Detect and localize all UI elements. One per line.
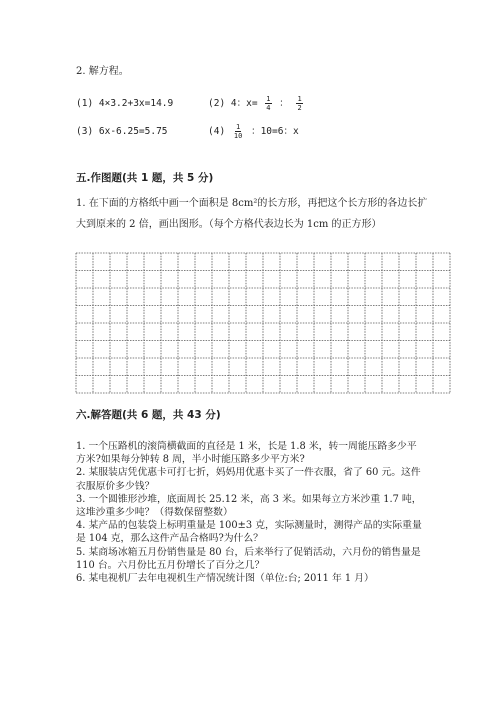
- question-line: 2. 某服装店凭优惠卡可打七折，妈妈用优惠卡买了一件衣服，省了 60 元。这件: [76, 467, 421, 479]
- fraction-1-10: [233, 123, 243, 140]
- equation-4-suffix: ：10=6：x: [251, 126, 299, 137]
- equation-2: [208, 95, 305, 112]
- question-line: 衣服原价多少钱？: [76, 480, 155, 492]
- question-line: 方米?如果每分钟转 8 周，半小时能压路多少平方米?: [76, 454, 305, 466]
- question-line: 4. 某产品的包装袋上标明重量是 100±3 克，实际测量时，测得产品的实际重量: [76, 520, 422, 532]
- question-line: 这堆沙重多少吨？（得数保留整数）: [76, 507, 233, 519]
- question-line: 是 104 克，那么这件产品合格吗?为什么？: [76, 533, 263, 545]
- fraction-denominator: 2: [297, 104, 302, 112]
- equation-1: (1) 4×3.2+3x=14.9: [76, 98, 174, 109]
- equation-4: [208, 123, 299, 140]
- question-line: 3. 一个圆锥形沙堆，底面周长 25.12 米，高 3 米。如果每立方米沙重 1.7 吨，: [76, 493, 422, 505]
- fraction-numerator: 1: [266, 95, 271, 103]
- section-5-question-line-2: 大到原来的 2 倍，画出图形。（每个方格代表边长为 1cm 的正方形）: [76, 219, 382, 230]
- section-2-title: 2. 解方程。: [76, 66, 129, 77]
- fraction-1-4: [265, 95, 271, 112]
- equation-3: (3) 6x-6.25=5.75: [76, 126, 168, 137]
- fraction-numerator: 1: [236, 123, 241, 131]
- section-5-question-line-1: 1. 在下面的方格纸中画一个面积是 8cm²的长方形，再把这个长方形的各边长扩: [76, 198, 428, 209]
- equation-2-prefix: (2) 4：x=: [208, 98, 258, 109]
- fraction-numerator: 1: [297, 95, 302, 103]
- fraction-1-2: [296, 95, 302, 112]
- equation-4-prefix: (4): [208, 126, 226, 137]
- section-5-heading: 五.作图题(共 1 题，共 5 分): [76, 172, 214, 184]
- fraction-denominator: 10: [233, 132, 243, 140]
- question-line: 6. 某电视机厂去年电视机生产情况统计图（单位:台; 2011 年 1 月）: [76, 573, 374, 585]
- section-6-heading: 六.解答题(共 6 题，共 43 分): [76, 409, 221, 421]
- fraction-denominator: 4: [266, 104, 271, 112]
- section-6-questions: [76, 440, 422, 585]
- grid-paper: [75, 252, 451, 394]
- equation-2-separator: ：: [279, 98, 289, 109]
- question-line: 1. 一个压路机的滚筒横截面的直径是 1 米，长是 1.8 米，转一周能压路多少平: [76, 441, 417, 452]
- question-line: 5. 某商场冰箱五月份销售量是 80 台，后来举行了促销活动，六月份的销售量是: [76, 546, 421, 558]
- question-line: 110 台。六月份比五月份增长了百分之几？: [76, 559, 265, 571]
